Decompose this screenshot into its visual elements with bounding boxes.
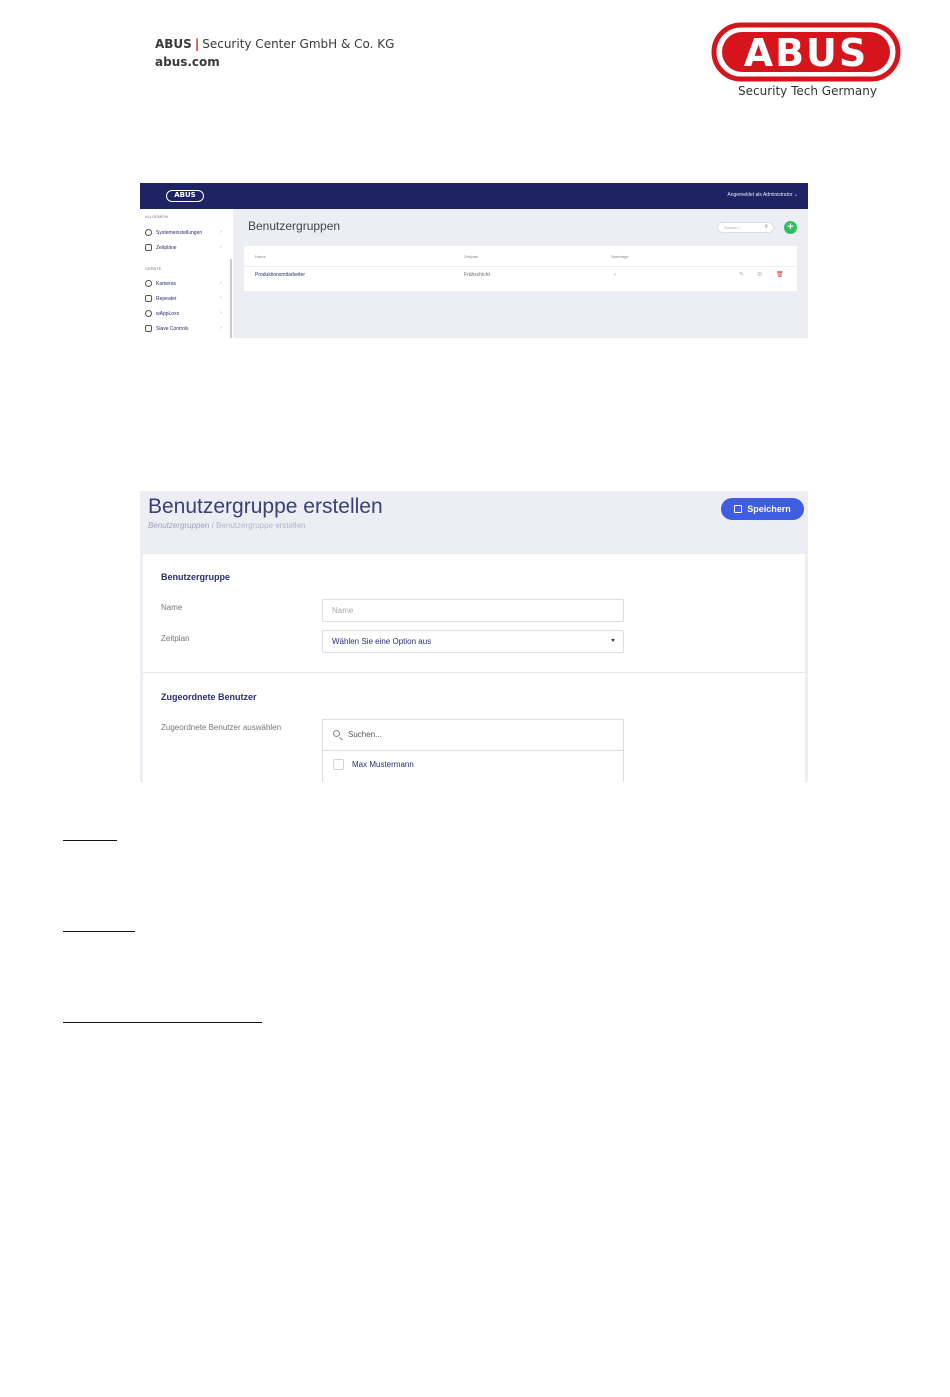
search-input[interactable]: Suchen... ⚲ [717,222,774,233]
cell-schedule: Frühschicht [464,272,490,278]
sidebar-item-repeater[interactable]: Repeater [145,295,177,302]
screenshot-user-groups [140,183,808,338]
section-title-assigned-users: Zugeordnete Benutzer [161,692,257,702]
controller-icon [145,325,152,332]
chevron-right-icon: › [220,310,222,316]
company-line [155,37,394,51]
breadcrumb [148,521,305,530]
heading-underline [63,931,135,932]
chevron-right-icon: › [220,295,222,301]
camera-icon [145,280,152,287]
company-brand: ABUS [155,37,192,51]
sidebar-logo-area [140,183,233,209]
edit-icon[interactable]: ✎ [739,272,745,278]
page-title: Benutzergruppen [248,219,341,233]
schedule-label: Zeitplan [161,634,190,643]
sidebar-item-cameras[interactable]: Kameras [145,280,176,287]
heading-underline [63,840,117,841]
app-logo[interactable]: ABUS [166,190,204,202]
user-checkbox[interactable] [333,759,344,770]
divider [143,672,805,673]
logo-tagline: Security Tech Germany [738,84,877,98]
sidebar-section-devices: GERÄTE [145,266,162,271]
disable-icon[interactable]: ⊘ [757,272,763,278]
gear-icon [145,229,152,236]
cell-group-name[interactable]: Produktionsmitarbeiter [255,272,306,278]
search-icon [333,730,340,737]
heading-underline [63,1022,262,1023]
breadcrumb-parent[interactable]: Benutzergruppen [148,521,210,530]
repeater-icon [145,295,152,302]
sidebar-item-system-settings[interactable]: Systemeinstellungen [145,229,202,236]
sidebar-item-wapploxx[interactable]: wAppLoxx [145,310,179,317]
breadcrumb-current: Benutzergruppe erstellen [216,521,306,530]
user-menu[interactable]: Angemeldet als Administrator ⌄ [727,192,798,198]
section-title-group: Benutzergruppe [161,572,231,582]
sidebar-section-general: ALLGEMEIN [145,214,168,219]
search-icon: ⚲ [764,224,768,230]
chevron-right-icon: › [220,244,222,250]
name-label: Name [161,603,183,612]
column-header-name: Name [255,254,266,259]
floppy-icon [734,505,742,513]
user-search-input[interactable]: Suchen... [323,720,623,751]
name-input[interactable]: Name [322,599,624,622]
schedule-select[interactable]: Wählen Sie eine Option aus [322,630,624,653]
user-name[interactable]: Max Mustermann [352,760,414,769]
chevron-right-icon: › [220,229,222,235]
sidebar-scrollbar[interactable] [230,259,232,338]
groups-table [244,246,797,291]
assign-users-label: Zugeordnete Benutzer auswählen [161,723,282,732]
user-picker [322,719,624,782]
logo-text: ABUS [743,31,869,75]
delete-icon[interactable]: 🗑 [776,272,784,278]
company-domain: abus.com [155,55,220,69]
screenshot-create-user-group [140,491,808,782]
abus-logo [711,22,901,82]
column-header-blocked-days: Sperrtage [611,254,629,259]
company-name: Security Center GmbH & Co. KG [202,37,395,51]
save-button[interactable]: Speichern [721,498,804,520]
form-card [143,554,805,782]
add-group-button[interactable]: + [784,221,797,234]
chevron-right-icon: › [220,325,222,331]
company-separator: | [194,37,200,51]
column-header-schedule: Zeitplan [464,254,479,259]
top-bar [233,183,808,209]
chevron-right-icon: › [220,280,222,286]
divider [244,266,797,267]
check-icon: ✓ [613,272,618,278]
page-title: Benutzergruppe erstellen [148,495,383,518]
calendar-icon [145,244,152,251]
caret-down-icon [611,639,615,642]
key-icon [145,310,152,317]
breadcrumb-separator: / [211,521,214,530]
sidebar-item-schedules[interactable]: Zeitpläne [145,244,177,251]
sidebar-item-slave-controls[interactable]: Slave Controls [145,325,189,332]
